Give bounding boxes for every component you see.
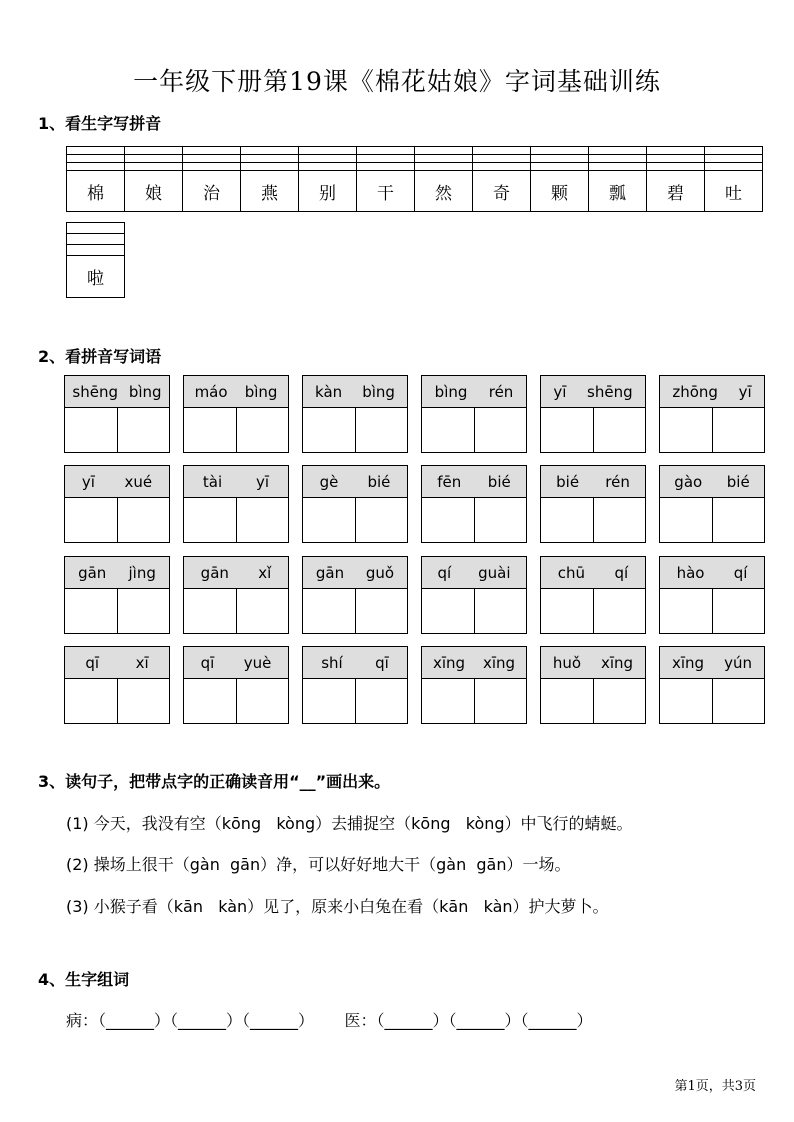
writing-box bbox=[355, 679, 408, 723]
writing-box bbox=[303, 589, 355, 633]
pinyin-syllable: qí bbox=[437, 563, 452, 582]
pinyin-card bbox=[659, 646, 765, 724]
writing-box bbox=[236, 679, 289, 723]
pinyin-card bbox=[183, 375, 289, 453]
writing-box bbox=[117, 589, 170, 633]
pinyin-label bbox=[303, 647, 407, 679]
pinyin-syllable: shí bbox=[321, 653, 343, 672]
writing-box bbox=[541, 498, 593, 542]
pinyin-syllable: bié bbox=[556, 472, 580, 491]
worksheet-title: 一年级下册第19课《棉花姑娘》字词基础训练 bbox=[133, 67, 661, 96]
pinyin-syllable: qī bbox=[375, 653, 389, 672]
pinyin-syllable: máo bbox=[194, 382, 228, 401]
pinyin-syllable: shēng bbox=[587, 382, 633, 401]
pinyin-card bbox=[421, 556, 527, 634]
char-cell: 颗 bbox=[531, 171, 589, 212]
section1-heading: 1、看生字写拼音 bbox=[38, 114, 162, 133]
pinyin-writing-grid bbox=[66, 146, 763, 212]
pinyin-syllable: xīng bbox=[672, 653, 705, 672]
pinyin-card bbox=[540, 465, 646, 543]
pinyin-syllable: chū bbox=[557, 563, 586, 582]
pinyin-syllable: qí bbox=[733, 563, 748, 582]
writing-box bbox=[355, 408, 408, 452]
pinyin-syllable: shēng bbox=[72, 382, 119, 401]
writing-box bbox=[117, 679, 170, 723]
pinyin-card bbox=[421, 465, 527, 543]
page-number: 第1页，共3页 bbox=[674, 1079, 756, 1094]
pinyin-syllable: gān bbox=[200, 563, 229, 582]
pinyin-writing-grid-extra bbox=[66, 222, 125, 298]
writing-box bbox=[660, 498, 712, 542]
writing-box bbox=[593, 498, 646, 542]
writing-box bbox=[184, 498, 236, 542]
pinyin-label bbox=[65, 376, 169, 408]
pinyin-label bbox=[422, 466, 526, 498]
pinyin-syllable: bìng bbox=[362, 382, 395, 401]
pinyin-syllable: yī bbox=[256, 472, 270, 491]
pinyin-label bbox=[65, 647, 169, 679]
pinyin-label bbox=[660, 557, 764, 589]
pinyin-syllable: kàn bbox=[315, 382, 343, 401]
section2-heading: 2、看拼音写词语 bbox=[38, 347, 162, 366]
pinyin-card bbox=[540, 375, 646, 453]
pinyin-label bbox=[541, 466, 645, 498]
char-cell: 治 bbox=[183, 171, 241, 212]
pinyin-syllable: bié bbox=[367, 472, 391, 491]
sentence-2: (2) 操场上很干（gàn gān）净，可以好好地大干（gàn gān）一场。 bbox=[66, 855, 571, 874]
writing-box bbox=[474, 408, 527, 452]
writing-box bbox=[474, 498, 527, 542]
pinyin-label bbox=[541, 376, 645, 408]
pinyin-syllable: xué bbox=[124, 472, 153, 491]
pinyin-syllable: huǒ bbox=[552, 653, 582, 672]
pinyin-card bbox=[64, 375, 170, 453]
pinyin-syllable: xīng bbox=[482, 653, 516, 672]
writing-box bbox=[355, 589, 408, 633]
char-cell: 娘 bbox=[125, 171, 183, 212]
pinyin-syllable: bié bbox=[487, 472, 511, 491]
char-cell: 奇 bbox=[473, 171, 531, 212]
pinyin-syllable: yún bbox=[724, 653, 752, 672]
pinyin-label bbox=[422, 376, 526, 408]
pinyin-syllable: gè bbox=[319, 472, 339, 491]
pinyin-label bbox=[184, 466, 288, 498]
section4-heading: 4、生字组词 bbox=[38, 970, 130, 989]
section3-heading: 3、读句子，把带点字的正确读音用“__”画出来。 bbox=[38, 772, 391, 791]
pinyin-syllable: bìng bbox=[244, 382, 278, 401]
writing-box bbox=[593, 589, 646, 633]
pinyin-label bbox=[184, 376, 288, 408]
writing-box bbox=[303, 408, 355, 452]
writing-box bbox=[593, 679, 646, 723]
pinyin-label bbox=[541, 557, 645, 589]
pinyin-card bbox=[540, 556, 646, 634]
writing-box bbox=[660, 679, 712, 723]
pinyin-syllable: jìng bbox=[128, 563, 156, 582]
pinyin-syllable: rén bbox=[488, 382, 514, 401]
char-cell: 燕 bbox=[241, 171, 299, 212]
writing-box bbox=[65, 408, 117, 452]
pinyin-card bbox=[302, 646, 408, 724]
writing-box bbox=[65, 498, 117, 542]
sentence-3: (3) 小猴子看（kān kàn）见了，原来小白兔在看（kān kàn）护大萝卜。 bbox=[66, 897, 609, 916]
pinyin-syllable: qī bbox=[85, 653, 100, 672]
pinyin-syllable: guǒ bbox=[365, 563, 395, 582]
pinyin-syllable: qī bbox=[200, 653, 215, 672]
char-cell: 然 bbox=[415, 171, 473, 212]
writing-box bbox=[660, 589, 712, 633]
writing-box bbox=[303, 679, 355, 723]
pinyin-card bbox=[64, 465, 170, 543]
char-cell: 碧 bbox=[647, 171, 705, 212]
pinyin-label bbox=[303, 376, 407, 408]
pinyin-card bbox=[183, 465, 289, 543]
pinyin-card bbox=[659, 465, 765, 543]
pinyin-label bbox=[422, 647, 526, 679]
writing-box bbox=[65, 679, 117, 723]
writing-box bbox=[660, 408, 712, 452]
writing-box bbox=[422, 408, 474, 452]
writing-box bbox=[712, 589, 765, 633]
char-cell: 啦 bbox=[67, 256, 125, 298]
writing-box bbox=[422, 679, 474, 723]
pinyin-label bbox=[184, 647, 288, 679]
writing-box bbox=[184, 408, 236, 452]
pinyin-label bbox=[303, 466, 407, 498]
pinyin-label bbox=[422, 557, 526, 589]
writing-box bbox=[184, 589, 236, 633]
writing-box bbox=[474, 589, 527, 633]
pinyin-label bbox=[184, 557, 288, 589]
word-building-row: 病：（______）（______）（______） 医：（______）（______）（______） bbox=[66, 1011, 593, 1030]
pinyin-card bbox=[302, 556, 408, 634]
writing-box bbox=[422, 498, 474, 542]
pinyin-label bbox=[303, 557, 407, 589]
pinyin-syllable: xīng bbox=[600, 653, 634, 672]
pinyin-card bbox=[64, 646, 170, 724]
pinyin-label bbox=[660, 376, 764, 408]
pinyin-syllable: gān bbox=[315, 563, 345, 582]
pinyin-syllable: gān bbox=[78, 563, 107, 582]
writing-box bbox=[117, 498, 170, 542]
pinyin-card bbox=[659, 556, 765, 634]
writing-box bbox=[712, 679, 765, 723]
pinyin-syllable: xǐ bbox=[258, 563, 272, 582]
pinyin-syllable: zhōng bbox=[672, 382, 718, 401]
pinyin-card bbox=[421, 646, 527, 724]
writing-box bbox=[184, 679, 236, 723]
char-cell: 吐 bbox=[705, 171, 763, 212]
pinyin-card bbox=[183, 556, 289, 634]
pinyin-syllable: yī bbox=[738, 382, 752, 401]
writing-box bbox=[117, 408, 170, 452]
writing-box bbox=[541, 679, 593, 723]
pinyin-card bbox=[64, 556, 170, 634]
pinyin-syllable: tài bbox=[202, 472, 223, 491]
pinyin-syllable: rén bbox=[605, 472, 630, 491]
writing-box bbox=[593, 408, 646, 452]
writing-box bbox=[236, 408, 289, 452]
writing-box bbox=[303, 498, 355, 542]
char-cell: 干 bbox=[357, 171, 415, 212]
pinyin-syllable: guài bbox=[478, 563, 511, 582]
pinyin-syllable: yuè bbox=[243, 653, 272, 672]
pinyin-card bbox=[540, 646, 646, 724]
writing-box bbox=[712, 498, 765, 542]
writing-box bbox=[236, 498, 289, 542]
pinyin-syllable: xī bbox=[135, 653, 149, 672]
pinyin-syllable: fēn bbox=[437, 472, 462, 491]
pinyin-label bbox=[660, 466, 764, 498]
pinyin-syllable: yī bbox=[81, 472, 95, 491]
pinyin-label bbox=[65, 466, 169, 498]
pinyin-label bbox=[541, 647, 645, 679]
writing-box bbox=[541, 589, 593, 633]
pinyin-card bbox=[659, 375, 765, 453]
writing-box bbox=[712, 408, 765, 452]
char-cell: 棉 bbox=[67, 171, 125, 212]
pinyin-syllable: hào bbox=[676, 563, 705, 582]
writing-box bbox=[422, 589, 474, 633]
pinyin-syllable: qí bbox=[614, 563, 629, 582]
pinyin-label bbox=[660, 647, 764, 679]
pinyin-syllable: bié bbox=[726, 472, 750, 491]
char-cell: 别 bbox=[299, 171, 357, 212]
pinyin-syllable: bìng bbox=[434, 382, 468, 401]
char-cell: 瓢 bbox=[589, 171, 647, 212]
pinyin-card bbox=[302, 465, 408, 543]
writing-box bbox=[236, 589, 289, 633]
pinyin-card bbox=[421, 375, 527, 453]
writing-box bbox=[541, 408, 593, 452]
pinyin-syllable: xīng bbox=[432, 653, 466, 672]
pinyin-card bbox=[183, 646, 289, 724]
writing-box bbox=[474, 679, 527, 723]
pinyin-syllable: bìng bbox=[128, 382, 162, 401]
pinyin-card bbox=[302, 375, 408, 453]
writing-box bbox=[355, 498, 408, 542]
pinyin-syllable: gào bbox=[674, 472, 703, 491]
writing-box bbox=[65, 589, 117, 633]
pinyin-label bbox=[65, 557, 169, 589]
pinyin-syllable: yī bbox=[553, 382, 567, 401]
sentence-1: (1) 今天，我没有空（kōng kòng）去捕捉空（kōng kòng）中飞行的蜻蜓。 bbox=[66, 814, 633, 833]
